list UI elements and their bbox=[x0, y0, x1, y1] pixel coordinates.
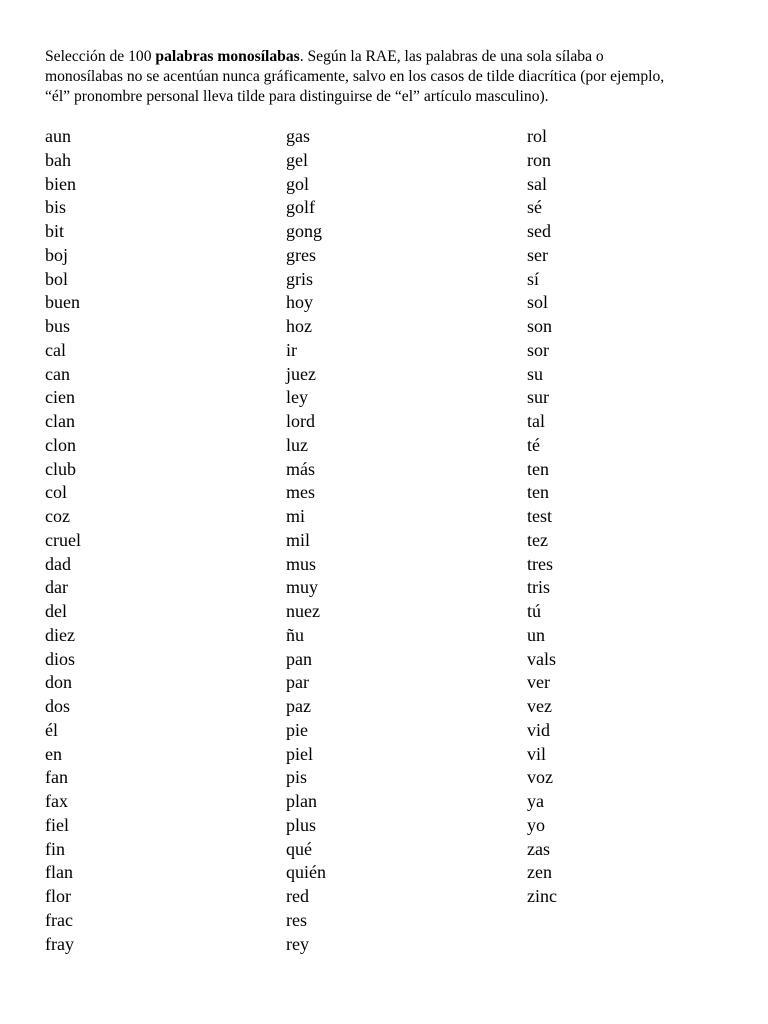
word-item: ver bbox=[527, 672, 550, 693]
word-item: pis bbox=[286, 767, 308, 788]
word-item: clon bbox=[45, 434, 76, 455]
word-item: bis bbox=[45, 197, 67, 218]
word-item: pie bbox=[286, 719, 308, 740]
word-item: par bbox=[286, 672, 309, 693]
word-item: mi bbox=[286, 506, 306, 526]
word-item: piel bbox=[286, 743, 313, 764]
word-item: cruel bbox=[45, 529, 81, 550]
word-item: más bbox=[286, 458, 315, 479]
word-item: bol bbox=[45, 268, 69, 289]
word-item: zen bbox=[527, 862, 552, 883]
word-item: gas bbox=[286, 126, 310, 146]
word-item: dar bbox=[45, 577, 68, 598]
word-column-2 bbox=[286, 125, 326, 956]
word-item: tú bbox=[527, 601, 542, 621]
word-column-1 bbox=[45, 125, 81, 956]
intro-line-1-suffix: . Según la RAE, las palabras de una sola sílaba o bbox=[299, 48, 604, 65]
word-item: ir bbox=[286, 339, 297, 360]
word-item: yo bbox=[527, 814, 545, 835]
word-item: sé bbox=[527, 197, 542, 218]
word-item: su bbox=[527, 363, 544, 384]
word-item: té bbox=[527, 434, 540, 455]
word-item: dios bbox=[45, 648, 76, 669]
word-item: dad bbox=[45, 553, 71, 574]
word-item: mes bbox=[286, 482, 315, 503]
word-item: mil bbox=[286, 529, 311, 550]
word-item: sí bbox=[527, 268, 540, 289]
word-item: zinc bbox=[527, 886, 557, 906]
word-item: club bbox=[45, 458, 76, 479]
word-item: juez bbox=[286, 363, 316, 384]
word-item: tres bbox=[527, 553, 553, 574]
word-item: del bbox=[45, 601, 67, 621]
word-item: diez bbox=[45, 624, 75, 645]
word-item: ser bbox=[527, 244, 548, 265]
word-item: gol bbox=[286, 173, 310, 194]
word-column-3 bbox=[527, 125, 557, 909]
word-item: plus bbox=[286, 814, 317, 835]
word-item: sal bbox=[527, 173, 547, 194]
word-item: ya bbox=[527, 791, 544, 811]
word-item: ten bbox=[527, 458, 549, 479]
word-item: flan bbox=[45, 862, 73, 883]
word-item: clan bbox=[45, 411, 75, 431]
word-item: can bbox=[45, 363, 70, 384]
word-item: fax bbox=[45, 791, 68, 811]
word-item: hoz bbox=[286, 316, 312, 336]
word-item: sor bbox=[527, 339, 549, 360]
intro-paragraph bbox=[45, 47, 735, 107]
word-item: paz bbox=[286, 696, 311, 716]
word-item: sur bbox=[527, 387, 549, 408]
word-item: tris bbox=[527, 577, 551, 598]
word-item: res bbox=[286, 909, 307, 930]
word-item: fin bbox=[45, 838, 65, 859]
word-item: gel bbox=[286, 149, 308, 170]
word-item: nuez bbox=[286, 601, 320, 621]
word-item: cien bbox=[45, 387, 75, 408]
word-item: zas bbox=[527, 838, 550, 859]
word-item: flor bbox=[45, 886, 71, 906]
word-item: bien bbox=[45, 173, 76, 194]
word-item: tez bbox=[527, 529, 548, 550]
word-item: col bbox=[45, 482, 67, 503]
word-item: vez bbox=[527, 696, 552, 716]
word-item: hoy bbox=[286, 292, 313, 313]
word-item: vid bbox=[527, 719, 551, 740]
word-item: qué bbox=[286, 838, 312, 859]
word-item: un bbox=[527, 624, 545, 645]
word-item: dos bbox=[45, 696, 71, 716]
word-item: golf bbox=[286, 197, 315, 218]
word-item: don bbox=[45, 672, 72, 693]
word-item: muy bbox=[286, 577, 319, 598]
word-item: ten bbox=[527, 482, 549, 503]
word-item: quién bbox=[286, 862, 326, 883]
word-item: lord bbox=[286, 411, 315, 431]
word-item: son bbox=[527, 316, 553, 336]
word-item: ñu bbox=[286, 624, 304, 645]
word-item: rey bbox=[286, 933, 309, 954]
word-item: vil bbox=[527, 743, 547, 764]
word-item: bus bbox=[45, 316, 71, 336]
word-item: buen bbox=[45, 292, 80, 313]
word-item: fan bbox=[45, 767, 68, 788]
word-item: en bbox=[45, 743, 62, 764]
word-item: voz bbox=[527, 767, 553, 788]
word-item: boj bbox=[45, 244, 69, 265]
word-item: ley bbox=[286, 387, 308, 408]
word-item: bit bbox=[45, 221, 65, 241]
word-item: vals bbox=[527, 648, 556, 669]
word-item: él bbox=[45, 719, 58, 740]
word-item: rol bbox=[527, 126, 547, 146]
word-item: fiel bbox=[45, 814, 69, 835]
word-item: test bbox=[527, 506, 552, 526]
word-item: ron bbox=[527, 149, 551, 170]
word-item: gong bbox=[286, 221, 322, 241]
intro-line-3: “él” pronombre personal lleva tilde para distinguirse de “el” artículo masculino). bbox=[45, 88, 549, 105]
word-item: luz bbox=[286, 434, 308, 455]
intro-line-1-prefix: Selección de 100 bbox=[45, 48, 156, 65]
word-item: plan bbox=[286, 791, 317, 811]
intro-bold-term: palabras monosílabas bbox=[155, 48, 300, 65]
intro-line-1 bbox=[45, 47, 735, 67]
word-item: fray bbox=[45, 933, 74, 954]
word-item: frac bbox=[45, 909, 73, 930]
word-item: gris bbox=[286, 268, 313, 289]
word-item: sol bbox=[527, 292, 549, 313]
word-item: aun bbox=[45, 126, 71, 146]
word-item: coz bbox=[45, 506, 70, 526]
word-item: tal bbox=[527, 411, 545, 431]
word-item: sed bbox=[527, 221, 551, 241]
word-item: gres bbox=[286, 244, 316, 265]
word-item: red bbox=[286, 886, 309, 906]
word-item: pan bbox=[286, 648, 312, 669]
word-item: mus bbox=[286, 553, 317, 574]
intro-line-2: monosílabas no se acentúan nunca gráficamente, salvo en los casos de tilde diacrítica (por ejemplo, bbox=[45, 68, 665, 85]
word-item: cal bbox=[45, 339, 66, 360]
word-item: bah bbox=[45, 149, 71, 170]
